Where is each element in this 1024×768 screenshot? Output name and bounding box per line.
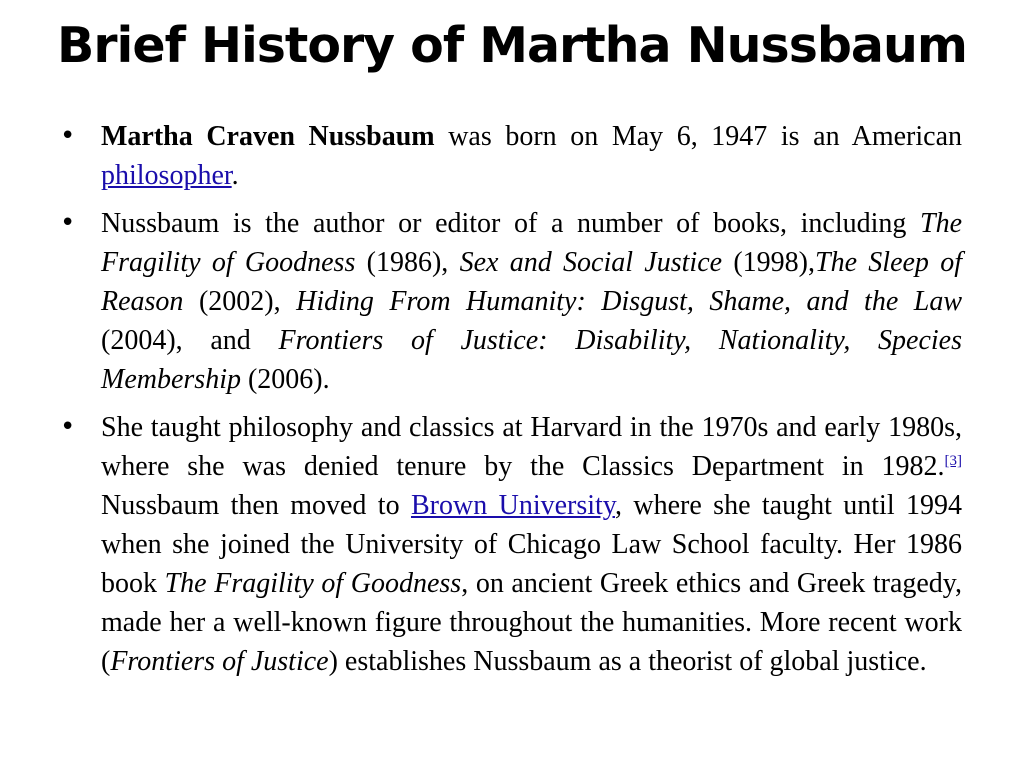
bullet-item-books xyxy=(60,204,962,399)
bold-name: Martha Craven Nussbaum xyxy=(101,121,435,152)
slide-title: Brief History of Martha Nussbaum xyxy=(57,17,967,74)
bullet-icon: • xyxy=(60,121,76,151)
text-span: Nussbaum then moved to xyxy=(101,490,411,521)
text-span: (2002), xyxy=(183,286,297,317)
text-span: . xyxy=(231,160,239,191)
book-title: Hiding From Humanity: Disgust, Shame, and the Law xyxy=(296,286,962,317)
book-title: Sex and Social Justice xyxy=(459,247,723,278)
text-span: (2006). xyxy=(240,364,330,395)
text-span: Nussbaum is the author or editor of a number of books, including xyxy=(101,208,920,239)
text-span: (2004), and xyxy=(101,325,279,356)
book-title: Frontiers of Justice: Disability, Nationality, Species Membership xyxy=(101,325,962,395)
reference-link[interactable]: [3] xyxy=(944,453,962,469)
book-title: The Fragility of Goodness xyxy=(164,568,462,599)
text-span: , on ancient Greek ethics and Greek tragedy, made her a well-known figure throughout the humanities. More recent work ( xyxy=(101,568,962,677)
text-span: , where she taught until 1994 when she joined the University of Chicago Law School faculty. Her 1986 book xyxy=(101,490,962,599)
bullet-item-career xyxy=(60,408,962,681)
text-span: (1998), xyxy=(722,247,815,278)
bullet-icon: • xyxy=(60,208,76,238)
brown-university-link[interactable]: Brown University xyxy=(410,490,615,521)
bullet-item-birth xyxy=(60,117,962,195)
philosopher-link[interactable]: philosopher xyxy=(101,160,232,191)
bullet-icon: • xyxy=(60,412,76,442)
book-title: Frontiers of Justice xyxy=(110,646,329,677)
book-title: The Fragility of Goodness xyxy=(101,208,962,278)
text-span: was born on May 6, 1947 is an American xyxy=(434,121,962,152)
text-span: ) establishes Nussbaum as a theorist of global justice. xyxy=(328,646,927,677)
text-span: She taught philosophy and classics at Harvard in the 1970s and early 1980s, where she was denied tenure by the Classics Department in 1982. xyxy=(101,412,962,482)
text-span: (1986), xyxy=(355,247,460,278)
bullet-list xyxy=(60,117,962,690)
book-title: The Sleep of Reason xyxy=(101,247,962,317)
